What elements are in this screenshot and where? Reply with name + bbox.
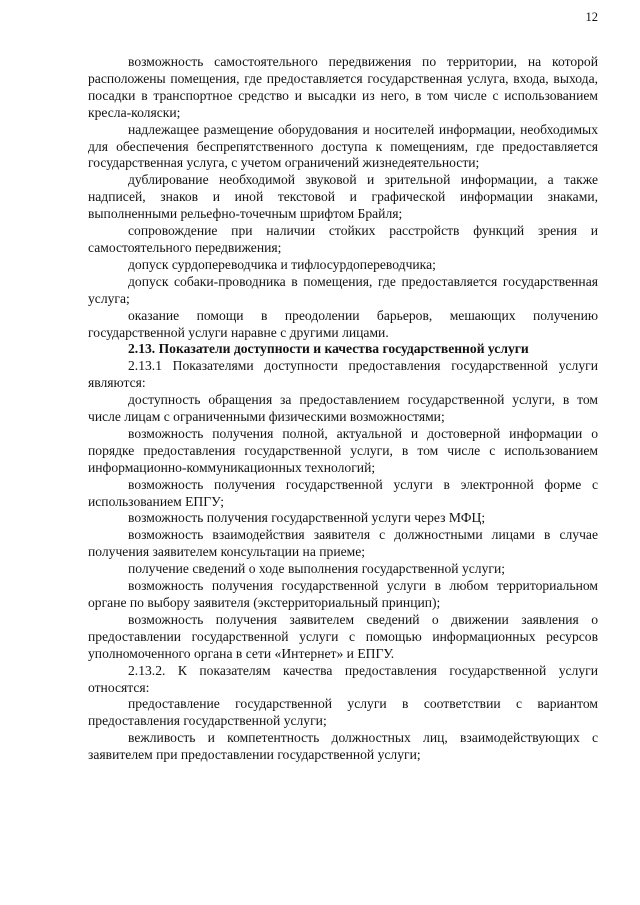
paragraph-courtesy: вежливость и компетентность должностных лиц, взаимодействующих с заявителем при предоставлении государственной услуги; <box>88 730 598 763</box>
paragraph-application-tracking: возможность получения заявителем сведений о движении заявления о предоставлении государственной услуги с помощью информационных ресурсов уполномоченного органа в сети «Интернет» и ЕПГУ. <box>88 611 598 661</box>
section-heading-2-13: 2.13. Показатели доступности и качества государственной услуги <box>128 341 529 357</box>
paragraph-mobility: возможность самостоятельного передвижения по территории, на которой расположены помещения, где предоставляется государственная услуга, входа, выхода, посадки в транспортное средство и высадки из него, в том числе с использованием кресла-коляски; <box>88 54 598 120</box>
paragraph-extraterritorial: возможность получения государственной услуги в любом территориальном органе по выбору заявителя (экстерриториальный принцип); <box>88 578 598 610</box>
paragraph-escort: сопровождение при наличии стойких расстройств функций зрения и самостоятельного передвижения; <box>88 223 598 255</box>
paragraph-info-duplication: дублирование необходимой звуковой и зрительной информации, а также надписей, знаков и иной текстовой и графической информации знаками, выполненными рельефно-точечным шрифтом Брайля; <box>88 172 598 222</box>
paragraph-2-13-2-intro: 2.13.2. К показателям качества предоставления государственной услуги относятся: <box>88 662 598 695</box>
paragraph-equipment-placement: надлежащее размещение оборудования и носителей информации, необходимых для обеспечения беспрепятственного доступа к помещениям, где предоставляется государственная услуга, с учетом ограничений жизнедеятельности; <box>88 121 598 171</box>
paragraph-official-interaction: возможность взаимодействия заявителя с должностными лицами в случае получения заявителем консультации на приеме; <box>88 527 598 560</box>
paragraph-full-information: возможность получения полной, актуальной и достоверной информации о порядке предоставления государственной услуги, в том числе с использованием информационно-коммуникационных технологий; <box>88 425 598 475</box>
paragraph-electronic-form: возможность получения государственной услуги в электронной форме с использованием ЕПГУ; <box>88 476 598 509</box>
paragraph-access-availability: доступность обращения за предоставлением государственной услуги, в том числе лицам с ограниченными физическими возможностями; <box>88 392 598 425</box>
paragraph-mfc: возможность получения государственной услуги через МФЦ; <box>128 510 486 526</box>
page-number: 12 <box>585 10 598 24</box>
paragraph-2-13-1-intro: 2.13.1 Показателями доступности предоставления государственной услуги являются: <box>88 358 598 391</box>
paragraph-guide-dog: допуск собаки-проводника в помещения, где предоставляется государственная услуга; <box>88 273 598 306</box>
paragraph-progress-info: получение сведений о ходе выполнения государственной услуги; <box>128 561 506 577</box>
document-body <box>88 54 598 764</box>
paragraph-barrier-assistance: оказание помощи в преодолении барьеров, мешающих получению государственной услуги наравне с другими лицами. <box>88 307 598 340</box>
paragraph-sign-interpreter: допуск сурдопереводчика и тифлосурдопереводчика; <box>128 256 436 272</box>
paragraph-variant-compliance: предоставление государственной услуги в соответствии с вариантом предоставления государственной услуги; <box>88 696 598 729</box>
